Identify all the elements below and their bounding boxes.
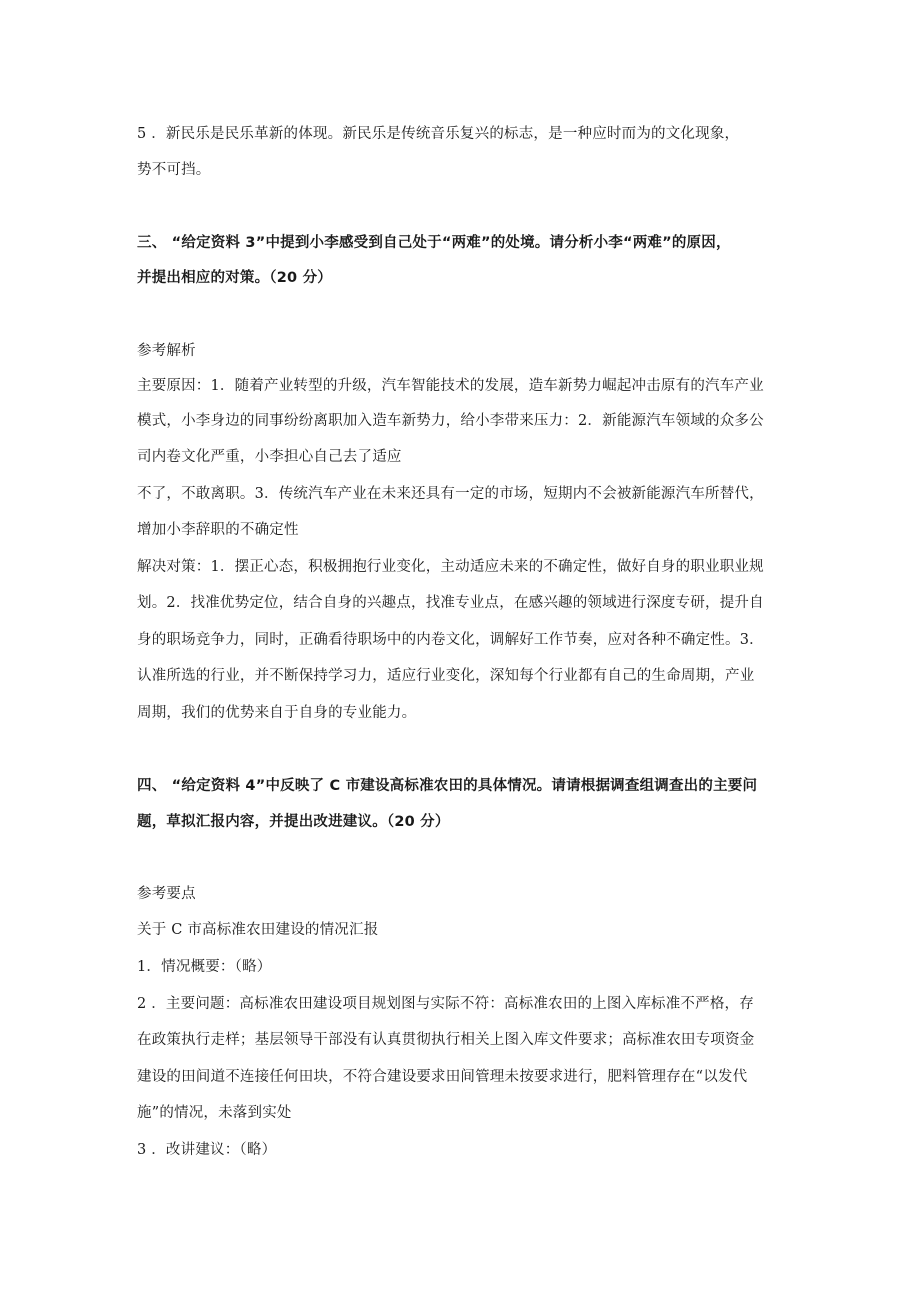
- report-problems-line: 2 ．主要问题：高标准农田建设项目规划图与实际不符：高标准农田的上图入库标准不严格，存: [137, 996, 754, 1012]
- report-problems-line: 施”的情况，未落到实处: [137, 1105, 292, 1121]
- answer-3-line: 模式，小李身边的同事纷纷离职加入造车新势力，给小李带来压力：2．新能源汽车领域的众多公: [137, 413, 764, 429]
- answer-3-line: 司内卷文化严重，小李担心自己去了适应: [137, 449, 402, 465]
- report-title: 关于 C 市高标准农田建设的情况汇报: [137, 922, 379, 938]
- answer-3-line: 解决对策：1．摆正心态，积极拥抱行业变化，主动适应未来的不确定性，做好自身的职业职业规: [137, 559, 764, 575]
- answer-3-line: 认准所选的行业，并不断保持学习力，适应行业变化，深知每个行业都有自己的生命周期，产业: [137, 668, 755, 684]
- answer-heading-4: 参考要点: [137, 886, 196, 902]
- answer-3-line: 主要原因：1．随着产业转型的升级，汽车智能技术的发展，造车新势力崛起冲击原有的汽车产业: [137, 378, 764, 394]
- item5-line-2: 势不可挡。: [137, 162, 211, 178]
- answer-3-line: 周期，我们的优势来自于自身的专业能力。: [137, 705, 417, 721]
- question-3-line-1: 三、 “给定资料 3”中提到小李感受到自己处于“两难”的处境。请分析小李“两难”的原因，: [137, 235, 731, 251]
- question-4-line-2: 题，草拟汇报内容，并提出改进建议。（20 分）: [137, 814, 450, 830]
- report-problems-line: 建设的田间道不连接任何田块，不符合建设要求田间管理未按要求进行，肥料管理存在“以发代: [137, 1069, 748, 1085]
- question-4-line-1: 四、 “给定资料 4”中反映了 C 市建设高标准农田的具体情况。请请根据调查组调查出的主要问: [137, 778, 758, 794]
- report-overview: 1．情况概要：（略）: [137, 959, 272, 975]
- report-problems-line: 在政策执行走样；基层领导干部没有认真贯彻执行相关上图入库文件要求；高标准农田专项资金: [137, 1032, 755, 1048]
- item5-line-1: 5 ．新民乐是民乐革新的体现。新民乐是传统音乐复兴的标志，是一种应时而为的文化现象，: [137, 126, 740, 142]
- report-suggestions: 3 ．改讲建议：（略）: [137, 1142, 277, 1158]
- answer-3-line: 增加小李辞职的不确定性: [137, 522, 299, 538]
- answer-3-line: 划。2．找准优势定位，结合自身的兴趣点，找准专业点，在感兴趣的领域进行深度专研，提升自: [137, 595, 764, 611]
- answer-heading-3: 参考解析: [137, 343, 196, 359]
- answer-3-line: 身的职场竞争力，同时，正确看待职场中的内卷文化，调解好工作节奏，应对各种不确定性。3．: [137, 632, 764, 648]
- answer-3-line: 不了，不敢离职。3．传统汽车产业在未来还具有一定的市场，短期内不会被新能源汽车所替代，: [137, 486, 764, 502]
- question-3-line-2: 并提出相应的对策。（20 分）: [137, 270, 332, 286]
